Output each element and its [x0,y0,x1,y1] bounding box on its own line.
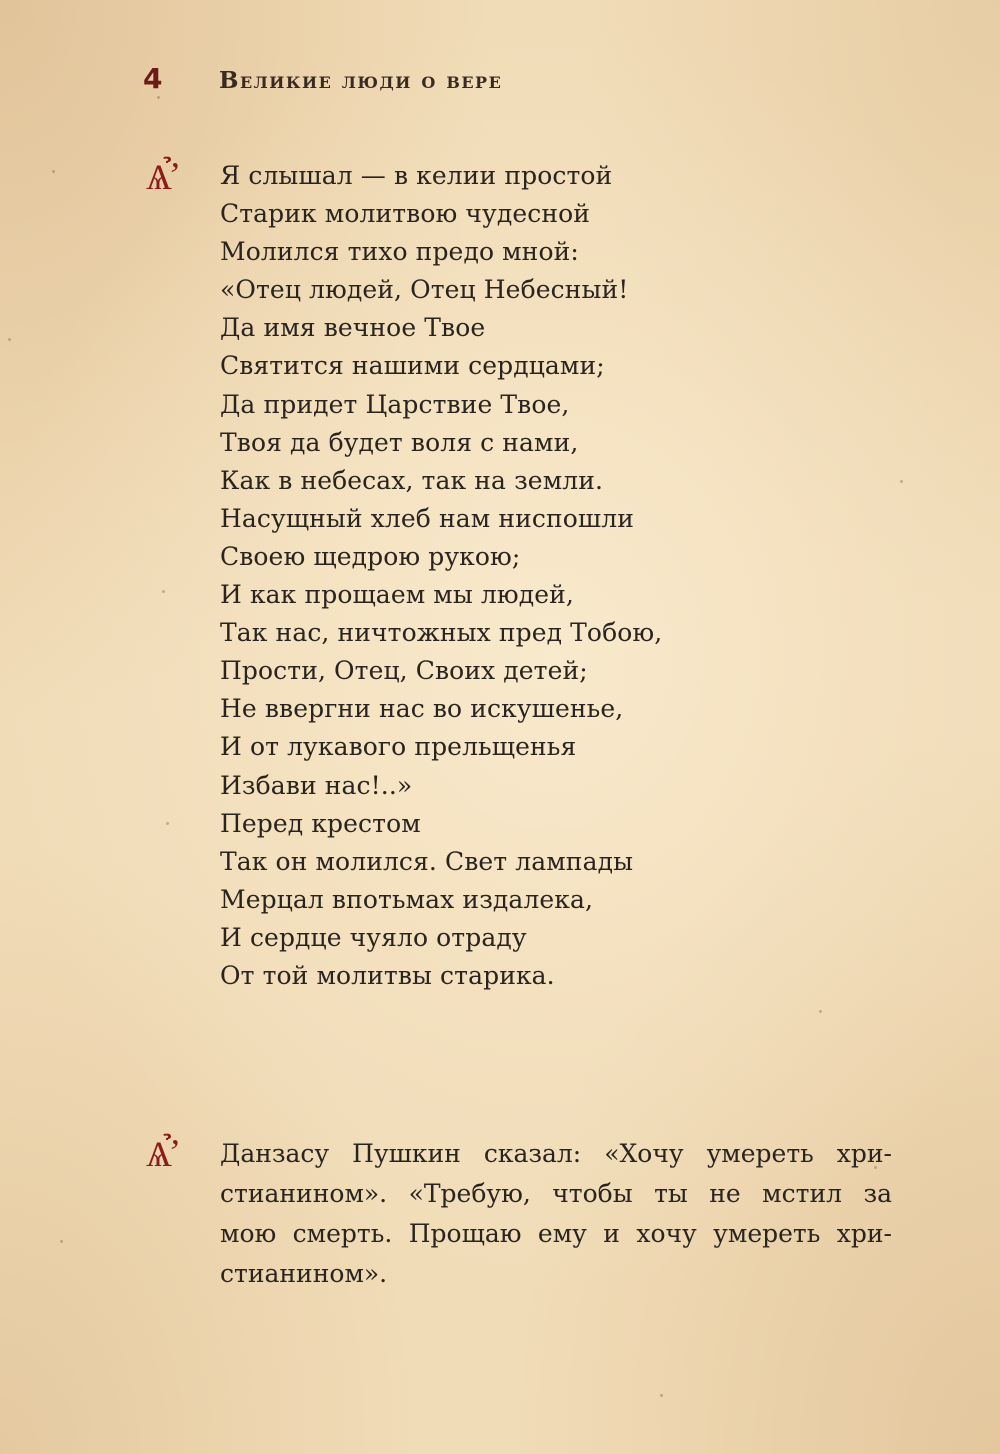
poem-line: Насущный хлеб нам ниспошли [220,503,634,533]
poem-line: Я слышал — в келии простой [220,161,613,190]
paragraph-line: Данзасу Пушкин сказал: «Хочу умереть хри- [220,1139,892,1168]
poem-line: Своею щедрою рукою; [220,541,521,571]
paper-speck [819,1010,822,1013]
page-number: 4 [143,62,163,95]
section-marker-glyph: Ѧ̛̉ [146,157,172,198]
poem-line: Твоя да будет воля с нами, [220,427,579,457]
poem-line: Как в небесах, так на земли. [220,465,604,495]
paragraph-line: стианином». [220,1259,388,1288]
poem-line: Так нас, ничтожных пред Тобою, [220,618,663,648]
poem [220,157,662,995]
paper-speck [162,590,165,593]
paper-speck [8,338,11,341]
poem-line: Да имя вечное Твое [220,313,486,343]
running-header-title: Великие люди о вере [219,67,503,94]
poem-line: «Отец людей, Отец Небесный! [220,275,629,305]
pushkin-quote-paragraph [220,1134,892,1294]
paper-speck [157,96,160,99]
paper-speck [900,480,903,483]
paper-speck [60,1240,63,1243]
paper-speck [660,1394,663,1397]
poem-line: Прости, Отец, Своих детей; [220,656,588,686]
poem-line: И как прощаем мы людей, [220,580,574,610]
paragraph-line: мою смерть. Прощаю ему и хочу умереть хри- [220,1219,892,1248]
poem-line: И сердце чуяло отраду [220,922,527,952]
paragraph-line: стианином». «Требую, чтобы ты не мстил за [220,1179,892,1208]
section-marker-glyph: Ѧ̛̉ [146,1134,172,1175]
poem-line: И от лукавого прельщенья [220,732,577,762]
poem-line: Избави нас!..» [220,770,413,800]
paper-speck [52,170,55,173]
poem-line: Старик молитвою чудесной [220,199,591,229]
poem-line: Святится нашими сердцами; [220,351,605,381]
paper-speck [166,822,169,825]
poem-line: Да придет Царствие Твое, [220,389,570,419]
poem-line: Мерцал впотьмах издалека, [220,884,594,914]
poem-line: От той молитвы старика. [220,960,555,990]
poem-line: Не ввергни нас во искушенье, [220,694,624,724]
poem-line: Перед крестом [220,808,421,838]
poem-line: Молился тихо предо мной: [220,237,579,267]
poem-line: Так он молился. Свет лампады [220,846,634,876]
